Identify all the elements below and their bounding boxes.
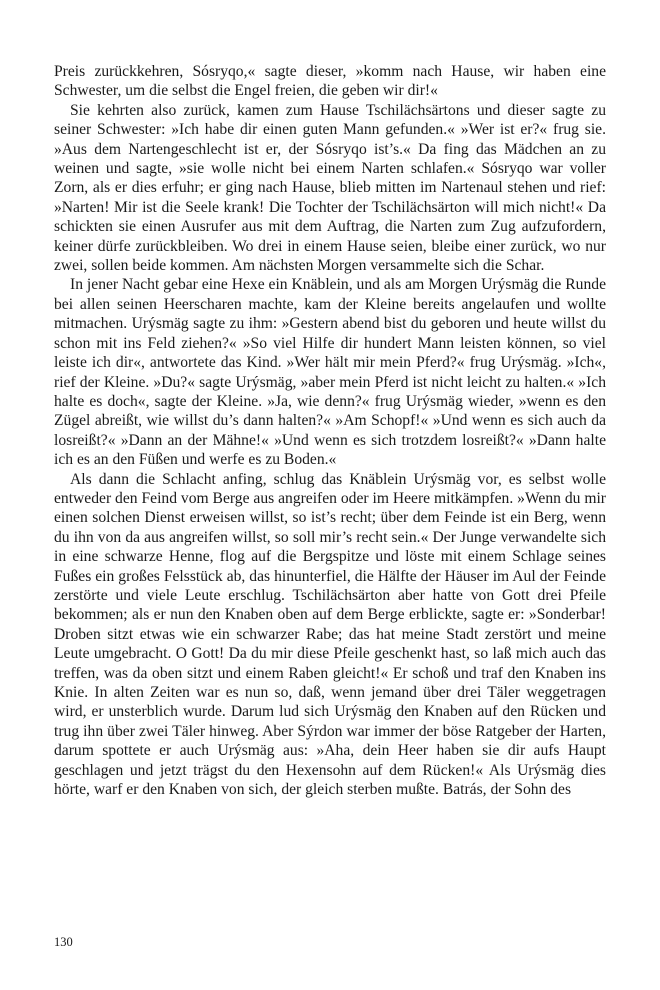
paragraph: In jener Nacht gebar eine Hexe ein Knäblein, und als am Morgen Urýsmäg die Runde bei allen seinen Heerscharen machte, kam der Kleine bereits angelaufen und wollte mitmachen. Urýsmäg sagte zu ihm: »Gestern abend bist du geboren und heute willst du schon mit ins Feld ziehen?« »So viel Hilfe dir hundert Mann leisten können, so viel leiste ich dir«, antwortete das Kind. »Wer hält mir mein Pferd?« frug Urýsmäg. »Ich«, rief der Kleine. »Du?« sagte Urýsmäg, »aber mein Pferd ist nicht leicht zu halten.« »Ich halte es doch«, sagte der Kleine. »Ja, wie denn?« frug Urýsmäg wieder, »wenn es den Zügel abreißt, wie willst du’s dann halten?« »Am Schopf!« »Und wenn es sich auch da losreißt?« »Dann an der Mähne!« »Und wenn es sich trotzdem losreißt?« »Dann halte ich es an den Füßen und werfe es zu Boden.« — [54, 276, 606, 469]
paragraph: Als dann die Schlacht anfing, schlug das Knäblein Urýsmäg vor, es selbst wolle entweder den Feind vom Berge aus angreifen oder im Heere mitkämpfen. »Wenn du mir einen solchen Dienst erweisen willst, so ist’s recht; über dem Feinde ist ein Berg, wenn du ihn von da aus angreifen willst, so soll mir’s recht sein.« Der Junge verwandelte sich in eine schwarze Henne, flog auf die Bergspitze und löste mit einem Schlage seines Fußes ein großes Felsstück ab, das hinunterfiel, die Hälfte der Häuser im Aul der Feinde zerstörte und viele Leute erschlug. Tschilächsärton aber hatte von Gott drei Pfeile bekommen; als er nun den Knaben oben auf dem Berge erblickte, sagte er: »Sonderbar! Droben sitzt etwas wie ein schwarzer Rabe; das hat meine Stadt zerstört und meine Leute umgebracht. O Gott! Da du mir diese Pfeile geschenkt hast, so laß mich auch das treffen, was da oben sitzt und einem Raben gleicht!« Er schoß und traf den Knaben ins Knie. In alten Zeiten war es nun so, daß, wenn jemand über drei Täler weggetragen wird, er unsterblich wurde. Darum lud sich Urýsmäg den Knaben auf den Rücken und trug ihn über zwei Täler hinweg. Aber Sýrdon war immer der böse Ratgeber der Harten, darum spottete er auch Urýsmäg aus: »Aha, dein Heer haben sie dir aufs Haupt geschlagen und jetzt trägst du den Hexensohn auf dem Rücken!« Als Urýsmäg dies hörte, warf er den Knaben von sich, der gleich sterben mußte. Batrás, der Sohn des — [54, 470, 606, 799]
body-text — [54, 62, 606, 799]
paragraph: Sie kehrten also zurück, kamen zum Hause Tschilächsärtons und dieser sagte zu seiner Schwester: »Ich habe dir einen guten Mann gefunden.« »Wer ist er?« frug sie. »Aus dem Nartengeschlecht ist er, der Sósryqo ist’s.« Da fing das Mädchen an zu weinen und sagte, »sie wolle nicht bei einem Narten schlafen.« Sósryqo war voller Zorn, als er dies erfuhr; er ging nach Hause, blieb mitten im Nartenaul stehen und rief: »Narten! Mir ist die Seele krank! Die Tochter der Tschilächsärton will mich nicht!« Da schickten sie einen Ausrufer aus mit dem Auftrag, die Narten zum Zug aufzufordern, keiner dürfe zurückbleiben. Wo drei in einem Hause seien, bleibe einer zurück, wo nur zwei, sollen beide kommen. Am nächsten Morgen versammelte sich die Schar. — [54, 101, 606, 275]
page-number: 130 — [54, 935, 73, 949]
paragraph-continued: Preis zurückkehren, Sósryqo,« sagte dieser, »komm nach Hause, wir haben eine Schwester, um die selbst die Engel freien, die geben wir dir!« — [54, 63, 606, 100]
